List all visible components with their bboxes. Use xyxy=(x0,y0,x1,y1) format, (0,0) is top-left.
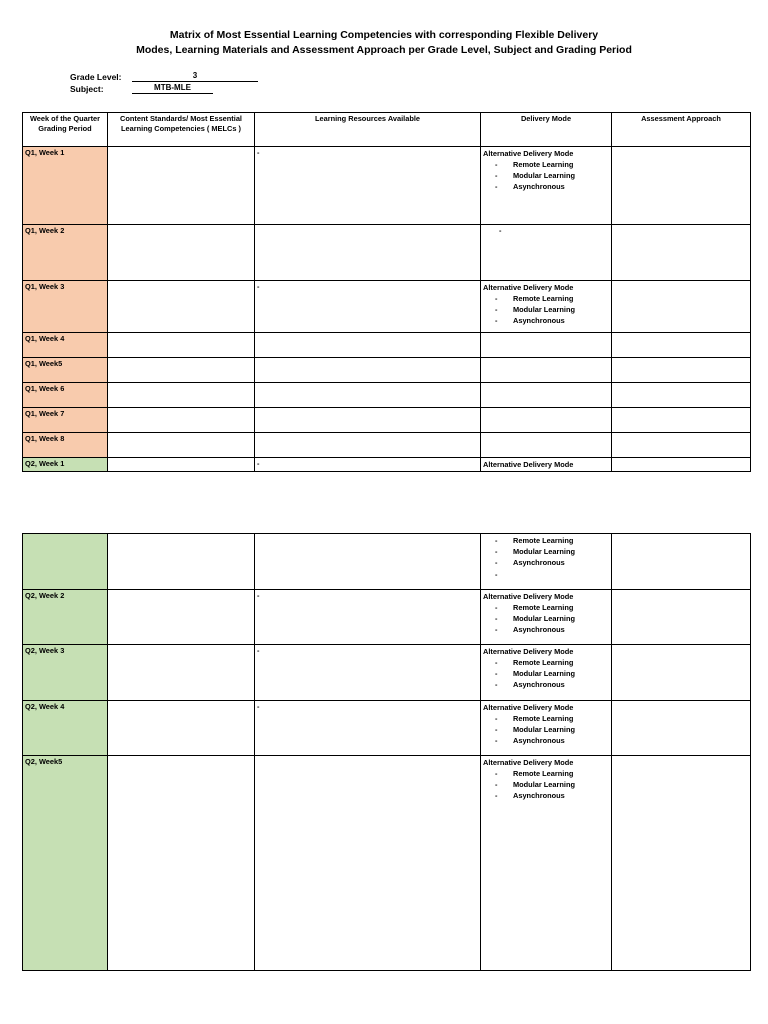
delivery-mode-title: Alternative Delivery Mode xyxy=(483,703,574,712)
content-standards-cell xyxy=(108,383,255,408)
learning-resources-cell xyxy=(255,333,481,358)
bullet-dash: - xyxy=(495,305,498,315)
week-cell: Q1, Week 8 xyxy=(23,433,108,458)
week-cell: Q2, Week 3 xyxy=(23,645,108,701)
bullet-dash: - xyxy=(257,646,260,655)
delivery-mode-title: Alternative Delivery Mode xyxy=(483,592,574,601)
document-title-line-2: Modes, Learning Materials and Assessment Approach per Grade Level, Subject and Grading Period xyxy=(136,44,632,56)
bullet-dash: - xyxy=(257,148,260,157)
week-cell: Q1, Week 1 xyxy=(23,147,108,225)
table-row xyxy=(23,281,751,333)
assessment-approach-cell xyxy=(612,756,751,971)
learning-resources-cell xyxy=(255,645,481,701)
assessment-approach-cell xyxy=(612,358,751,383)
delivery-item-label: Modular Learning xyxy=(513,780,576,790)
bullet-dash: - xyxy=(495,603,498,612)
table-row xyxy=(23,590,751,645)
delivery-mode-cell xyxy=(481,590,612,645)
assessment-approach-cell xyxy=(612,281,751,333)
list-item xyxy=(495,535,609,546)
table-row xyxy=(23,383,751,408)
table-row xyxy=(23,225,751,281)
list-item xyxy=(495,668,609,679)
delivery-item-label: Remote Learning xyxy=(513,769,574,778)
list-item xyxy=(495,569,609,580)
delivery-mode-cell xyxy=(481,433,612,458)
assessment-approach-cell xyxy=(612,645,751,701)
list-item xyxy=(495,724,609,735)
list-item xyxy=(495,602,609,613)
delivery-mode-cell xyxy=(481,645,612,701)
column-header-assessment-approach: Assessment Approach xyxy=(612,113,751,147)
content-standards-cell xyxy=(108,358,255,383)
table-row xyxy=(23,756,751,971)
bullet-dash: - xyxy=(495,669,498,679)
delivery-item-label: Modular Learning xyxy=(513,547,576,557)
bullet-dash: - xyxy=(495,780,498,790)
bullet-dash: - xyxy=(257,459,260,468)
delivery-mode-list xyxy=(483,657,609,691)
delivery-item-label: Modular Learning xyxy=(513,171,576,181)
assessment-approach-cell xyxy=(612,225,751,281)
bullet-dash: - xyxy=(495,736,498,746)
delivery-mode-list xyxy=(483,159,609,193)
bullet-dash: - xyxy=(495,171,498,181)
week-cell xyxy=(23,534,108,590)
subject-label: Subject: xyxy=(70,84,104,94)
list-item xyxy=(495,293,609,304)
list-item xyxy=(495,170,609,181)
bullet-dash: - xyxy=(257,591,260,600)
table-row xyxy=(23,701,751,756)
learning-resources-cell xyxy=(255,383,481,408)
content-standards-cell xyxy=(108,534,255,590)
document-title-line-1: Matrix of Most Essential Learning Competencies with corresponding Flexible Delivery xyxy=(169,29,599,41)
bullet-dash: - xyxy=(495,714,498,723)
bullet-dash: - xyxy=(495,614,498,624)
list-item xyxy=(495,159,609,170)
content-standards-cell xyxy=(108,458,255,472)
delivery-mode-title: Alternative Delivery Mode xyxy=(483,149,574,158)
column-header-week: Week of the Quarter Grading Period xyxy=(23,113,108,147)
bullet-dash: - xyxy=(495,160,498,169)
list-item xyxy=(495,304,609,315)
delivery-mode-cell xyxy=(481,225,612,281)
learning-resources-cell xyxy=(255,147,481,225)
delivery-item-label: Remote Learning xyxy=(513,536,574,545)
week-cell: Q1, Week 3 xyxy=(23,281,108,333)
delivery-mode-cell xyxy=(481,281,612,333)
delivery-mode-list xyxy=(483,768,609,802)
list-item xyxy=(495,546,609,557)
delivery-mode-title: Alternative Delivery Mode xyxy=(483,647,574,656)
learning-resources-cell xyxy=(255,701,481,756)
table-row xyxy=(23,147,751,225)
week-cell: Q2, Week5 xyxy=(23,756,108,971)
delivery-mode-title: Alternative Delivery Mode xyxy=(483,283,574,292)
column-header-learning-resources: Learning Resources Available xyxy=(255,113,481,147)
week-cell: Q2, Week 1 xyxy=(23,458,108,472)
delivery-mode-cell xyxy=(481,534,612,590)
delivery-item-label: Remote Learning xyxy=(513,714,574,723)
bullet-dash: - xyxy=(495,680,498,690)
delivery-mode-list xyxy=(483,293,609,327)
table-row xyxy=(23,458,751,472)
week-cell: Q1, Week 7 xyxy=(23,408,108,433)
delivery-mode-title: Alternative Delivery Mode xyxy=(483,758,574,767)
bullet-dash: - xyxy=(257,702,260,711)
delivery-mode-cell xyxy=(481,358,612,383)
learning-resources-cell xyxy=(255,590,481,645)
learning-resources-cell xyxy=(255,458,481,472)
assessment-approach-cell xyxy=(612,433,751,458)
week-cell: Q2, Week 2 xyxy=(23,590,108,645)
table-header-row xyxy=(23,113,751,147)
grade-level-label: Grade Level: xyxy=(70,72,122,82)
content-standards-cell xyxy=(108,701,255,756)
list-item xyxy=(495,735,609,746)
list-item xyxy=(495,790,609,801)
competency-matrix-table-page-1 xyxy=(22,112,751,472)
delivery-mode-cell xyxy=(481,333,612,358)
table-row xyxy=(23,534,751,590)
content-standards-cell xyxy=(108,281,255,333)
week-cell: Q1, Week 2 xyxy=(23,225,108,281)
table-row xyxy=(23,358,751,383)
content-standards-cell xyxy=(108,333,255,358)
bullet-dash: - xyxy=(495,658,498,667)
content-standards-cell xyxy=(108,756,255,971)
bullet-dash: - xyxy=(257,282,260,291)
bullet-dash: - xyxy=(495,294,498,303)
assessment-approach-cell xyxy=(612,701,751,756)
content-standards-cell xyxy=(108,408,255,433)
bullet-dash: - xyxy=(495,791,498,801)
delivery-mode-cell xyxy=(481,383,612,408)
delivery-mode-cell xyxy=(481,458,612,472)
table-row xyxy=(23,645,751,701)
content-standards-cell xyxy=(108,147,255,225)
week-cell: Q1, Week 4 xyxy=(23,333,108,358)
list-item xyxy=(495,557,609,568)
delivery-item-label: Asynchronous xyxy=(513,680,565,690)
delivery-mode-list xyxy=(483,602,609,636)
delivery-item-label: Modular Learning xyxy=(513,669,576,679)
delivery-item-label: Modular Learning xyxy=(513,725,576,735)
assessment-approach-cell xyxy=(612,590,751,645)
delivery-mode-cell xyxy=(481,408,612,433)
bullet-dash: - xyxy=(499,226,502,235)
week-cell: Q2, Week 4 xyxy=(23,701,108,756)
delivery-item-label: Asynchronous xyxy=(513,625,565,635)
list-item xyxy=(495,779,609,790)
bullet-dash: - xyxy=(495,547,498,557)
content-standards-cell xyxy=(108,645,255,701)
assessment-approach-cell xyxy=(612,147,751,225)
week-cell: Q1, Week 6 xyxy=(23,383,108,408)
bullet-dash: - xyxy=(495,316,498,326)
table-row xyxy=(23,433,751,458)
bullet-dash: - xyxy=(495,182,498,192)
list-item xyxy=(495,315,609,326)
list-item xyxy=(495,657,609,668)
list-item xyxy=(495,181,609,192)
content-standards-cell xyxy=(108,433,255,458)
learning-resources-cell xyxy=(255,534,481,590)
delivery-item-label: Remote Learning xyxy=(513,294,574,303)
content-standards-cell xyxy=(108,590,255,645)
list-item xyxy=(495,768,609,779)
bullet-dash: - xyxy=(495,769,498,778)
delivery-item-label: Asynchronous xyxy=(513,182,565,192)
grade-level-value: 3 xyxy=(132,71,258,82)
delivery-item-label: Modular Learning xyxy=(513,614,576,624)
bullet-dash: - xyxy=(495,725,498,735)
assessment-approach-cell xyxy=(612,333,751,358)
delivery-item-label: Remote Learning xyxy=(513,603,574,612)
delivery-mode-list xyxy=(483,713,609,747)
learning-resources-cell xyxy=(255,281,481,333)
delivery-item-label: Modular Learning xyxy=(513,305,576,315)
learning-resources-cell xyxy=(255,358,481,383)
delivery-mode-title: Alternative Delivery Mode xyxy=(483,460,574,469)
assessment-approach-cell xyxy=(612,383,751,408)
subject-value: MTB-MLE xyxy=(132,83,213,94)
delivery-item-label: Asynchronous xyxy=(513,558,565,568)
list-item xyxy=(495,613,609,624)
learning-resources-cell xyxy=(255,433,481,458)
delivery-mode-list xyxy=(483,535,609,580)
delivery-item-label: Asynchronous xyxy=(513,736,565,746)
assessment-approach-cell xyxy=(612,458,751,472)
table-row xyxy=(23,408,751,433)
delivery-item-label: Asynchronous xyxy=(513,316,565,326)
competency-matrix-table-page-2 xyxy=(22,533,751,971)
bullet-dash: - xyxy=(495,569,498,579)
bullet-dash: - xyxy=(495,625,498,635)
column-header-delivery-mode: Delivery Mode xyxy=(481,113,612,147)
assessment-approach-cell xyxy=(612,534,751,590)
delivery-mode-cell xyxy=(481,756,612,971)
content-standards-cell xyxy=(108,225,255,281)
list-item xyxy=(495,679,609,690)
delivery-mode-cell xyxy=(481,701,612,756)
list-item xyxy=(495,713,609,724)
assessment-approach-cell xyxy=(612,408,751,433)
bullet-dash: - xyxy=(495,558,498,568)
learning-resources-cell xyxy=(255,756,481,971)
table-row xyxy=(23,333,751,358)
week-cell: Q1, Week5 xyxy=(23,358,108,383)
delivery-mode-cell xyxy=(481,147,612,225)
delivery-item-label: Remote Learning xyxy=(513,160,574,169)
learning-resources-cell xyxy=(255,225,481,281)
delivery-item-label: Remote Learning xyxy=(513,658,574,667)
learning-resources-cell xyxy=(255,408,481,433)
delivery-item-label: Asynchronous xyxy=(513,791,565,801)
column-header-content-standards: Content Standards/ Most Essential Learning Competencies ( MELCs ) xyxy=(108,113,255,147)
bullet-dash: - xyxy=(495,536,498,545)
list-item xyxy=(495,624,609,635)
